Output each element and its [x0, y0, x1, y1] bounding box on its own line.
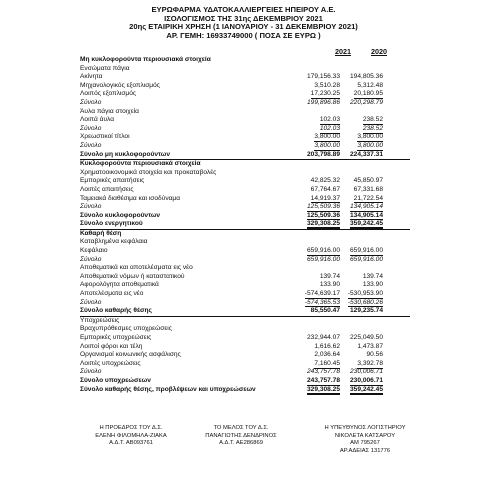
- table-row: [80, 73, 410, 82]
- row-value-2020: 220,298.79: [349, 98, 383, 106]
- row-value-2020: 224,337.31: [349, 150, 383, 158]
- row-value-2021: 243,757.78: [306, 368, 340, 376]
- row-value-2021: -574,365.53: [304, 298, 340, 306]
- row-value-2020: 3,800.00: [357, 141, 383, 149]
- row-value-2020: 129,235.74: [349, 307, 383, 315]
- row-label: Αποθεματικά νόμων ή καταστατικού: [80, 272, 185, 280]
- row-label: Καθαρή θέση: [80, 229, 122, 237]
- table-row: [80, 159, 410, 169]
- row-value-2021: 42,825.32: [310, 177, 340, 185]
- row-label: Σύνολο καθαρής θέσης, προβλέψεων και υποχρεώσεων: [80, 385, 256, 393]
- row-value-2020: 5,312.48: [357, 81, 383, 89]
- row-label: Μη κυκλοφορούντα περιουσιακά στοιχεία: [80, 56, 211, 63]
- row-value-2020: 359,242.45: [350, 386, 383, 395]
- column-year-2021: 2021: [335, 47, 351, 56]
- row-value-2021: -574,639.17: [304, 290, 340, 298]
- row-label: Σύνολο: [80, 368, 102, 376]
- row-label: Σύνολο καθαρής θέσης: [80, 307, 152, 315]
- row-value-2021: 125,509.36: [306, 203, 340, 211]
- table-row: [80, 334, 410, 343]
- signature-role: ΤΟ ΜΕΛΟΣ ΤΟΥ Δ.Σ.: [213, 425, 269, 431]
- table-row: [80, 256, 410, 265]
- row-label: Σύνολο: [80, 98, 102, 106]
- row-value-2021: 102.03: [319, 116, 340, 124]
- row-label: Μηχανολογικός εξοπλισμός: [80, 81, 160, 89]
- row-value-2021: 85,550.47: [310, 307, 340, 315]
- fiscal-period: 20ης ΕΤΑΙΡΙΚΗ ΧΡΗΣΗ (1 ΙΑΝΟΥΑΡΙΟΥ - 31 ΔΕΚΕΜΒΡΙΟΥ 2021): [129, 22, 358, 32]
- row-label: Σύνολο υποχρεώσεων: [80, 376, 151, 384]
- row-value-2020: 20,180.95: [353, 90, 383, 98]
- row-value-2020: 45,850.97: [353, 177, 383, 185]
- signature-block: [300, 425, 430, 455]
- table-row: [80, 281, 410, 290]
- row-label: Υποχρεώσεις: [80, 316, 120, 324]
- row-label: Αφορολόγητα αποθεματικά: [80, 281, 159, 289]
- row-value-2020: 21,722.54: [353, 194, 383, 202]
- signature-id1: ΑΜ 795267: [350, 440, 380, 447]
- row-value-2020: 3,800.00: [357, 133, 383, 141]
- table-row: [80, 360, 410, 369]
- registry-number: ΑΡ. ΓΕΜΗ: 16933749000 ( ΠΟΣΑ ΣΕ ΕΥΡΩ ): [166, 31, 321, 41]
- row-label: Ακίνητα: [80, 73, 103, 81]
- row-value-2020: 134,905.14: [349, 203, 383, 211]
- row-label: Σύνολο ενεργητικού: [80, 220, 143, 228]
- row-label: Οργανισμοί κοινωνικής ασφάλισης: [80, 351, 181, 359]
- row-value-2021: 3,800.00: [314, 141, 340, 149]
- row-value-2020: 194,805.36: [349, 73, 383, 81]
- row-label: Ενσώματα πάγια: [80, 64, 130, 72]
- row-value-2020: 238.52: [362, 116, 383, 124]
- table-row: [80, 177, 410, 186]
- table-row: [80, 212, 410, 221]
- table-row: [80, 325, 410, 334]
- row-label: Σύνολο: [80, 141, 102, 149]
- table-row: [80, 343, 410, 352]
- table-row: [80, 186, 410, 195]
- table-row: [80, 90, 410, 99]
- table-row: [80, 307, 410, 316]
- row-value-2020: -530,953.90: [347, 290, 383, 298]
- row-label: Σύνολο: [80, 255, 102, 263]
- row-value-2021: 3,510.28: [314, 81, 340, 89]
- table-row: [80, 142, 410, 151]
- table-row: [80, 351, 410, 360]
- table-row: [80, 368, 410, 377]
- row-value-2021: 125,509.36: [306, 211, 340, 219]
- row-value-2021: 329,308.25: [307, 386, 340, 395]
- signatures: [0, 425, 487, 475]
- signature-id1: Α.Δ.Τ. ΑΕ286869: [219, 440, 263, 447]
- row-label: Σύνολο: [80, 124, 102, 132]
- row-value-2021: 232,944.07: [306, 334, 340, 341]
- row-value-2020: 230,006.71: [349, 376, 383, 384]
- row-value-2021: 7,160.45: [314, 359, 340, 367]
- row-value-2021: 1,616.62: [314, 342, 340, 350]
- row-value-2021: 243,757.78: [306, 376, 340, 384]
- table-row: [80, 220, 410, 229]
- row-label: Ταμειακά διαθέσιμα και ισοδύναμα: [80, 194, 181, 202]
- row-label: Λοιπός εξοπλισμός: [80, 90, 137, 98]
- signature-block: [186, 425, 296, 448]
- signature-name: ΕΛΕΝΗ ΦΙΛΟΜΗΛΑ-ΖΙΑΚΑ: [95, 432, 167, 439]
- row-value-2020: 225,049.50: [349, 334, 383, 341]
- row-value-2021: 2,036.64: [314, 351, 340, 359]
- signature-id2: ΑΡ.ΑΔΕΙΑΣ 131776: [339, 447, 391, 454]
- row-label: Σύνολο: [80, 298, 102, 306]
- table-row: [80, 151, 410, 160]
- row-value-2021: 199,896.86: [306, 98, 340, 106]
- signature-name: ΝΙΚΟΛΕΤΑ ΚΑΤΣΑΡΟΥ: [334, 432, 396, 439]
- row-value-2021: 133.90: [319, 281, 340, 289]
- table-row: [80, 377, 410, 386]
- row-label: Χρηματοοικονομικά στοιχεία και προκαταβολές: [80, 168, 217, 176]
- row-value-2020: 238.52: [362, 124, 383, 132]
- row-value-2020: 134,905.14: [349, 211, 383, 219]
- company-name: ΕΥΡΩΦΑΡΜΑ ΥΔΑΤΟΚΑΛΛΙΕΡΓΕΙΕΣ ΗΠΕΙΡΟΥ Α.Ε.: [151, 5, 336, 14]
- column-year-2020: 2020: [371, 47, 387, 56]
- table-row: [80, 203, 410, 212]
- row-value-2021: 203,798.89: [306, 150, 340, 158]
- table-row: [80, 247, 410, 256]
- signature-id1: Α.Δ.Τ. ΑΒ093761: [109, 440, 153, 447]
- document-title: ΙΣΟΛΟΓΙΣΜΟΣ ΤΗΣ 31ης ΔΕΚΕΜΒΡΙΟΥ 2021: [164, 13, 323, 23]
- row-label: Άυλα πάγια στοιχεία: [80, 107, 139, 115]
- row-label: Κεφάλαιο: [80, 247, 108, 255]
- row-label: Λοιποί φόροι και τέλη: [80, 342, 143, 350]
- row-value-2021: 67,764.67: [310, 185, 340, 193]
- signature-name: ΠΑΝΑΓΙΩΤΗΣ ΔΕΝΔΡΙΝΟΣ: [205, 432, 277, 439]
- row-label: Σύνολο κυκλοφορούντων: [80, 211, 161, 219]
- table-row: [80, 386, 410, 395]
- table-row: [80, 65, 410, 74]
- row-value-2020: -530,680.26: [347, 298, 383, 306]
- table-row: [80, 99, 410, 108]
- table-row: [80, 299, 410, 308]
- row-label: Χρεωστικοί τίτλοι: [80, 133, 130, 141]
- row-label: Λοιπές υποχρεώσεις: [80, 359, 141, 367]
- table-row: [80, 264, 410, 273]
- signature-block: [76, 425, 186, 448]
- row-value-2021: 179,156.33: [306, 73, 340, 81]
- row-value-2020: 133.90: [362, 281, 383, 289]
- row-label: Βραχυπρόθεσμες υποχρεώσεις: [80, 325, 172, 333]
- table-row: [80, 238, 410, 247]
- row-value-2020: 1,473.87: [357, 342, 383, 350]
- balance-sheet-rows: [80, 56, 410, 394]
- row-value-2021: 659,916.00: [306, 247, 340, 255]
- row-label: Αποτελέσματα εις νέο: [80, 290, 144, 298]
- row-label: Καταβλημένα κεφάλαια: [80, 238, 148, 246]
- table-row: [80, 116, 410, 125]
- signature-role: Η ΠΡΟΕΔΡΟΣ ΤΟΥ Δ.Σ.: [99, 425, 163, 431]
- table-row: [80, 316, 410, 326]
- row-value-2021: 329,308.25: [307, 220, 340, 229]
- row-value-2020: 139.74: [362, 272, 383, 280]
- row-value-2021: 14,919.37: [310, 194, 340, 202]
- row-value-2021: 139.74: [319, 272, 340, 280]
- table-row: [80, 195, 410, 204]
- row-value-2020: 67,331.68: [353, 185, 383, 193]
- row-value-2020: 659,916.00: [349, 255, 383, 263]
- row-label: Λοιπά άυλα: [80, 116, 115, 124]
- row-value-2021: 17,230.25: [310, 90, 340, 98]
- row-value-2021: 659,916.00: [306, 255, 340, 263]
- row-label: Αποθεματικά και αποτελέσματα εις νέο: [80, 264, 193, 272]
- row-label: Σύνολο: [80, 203, 102, 211]
- table-row: [80, 133, 410, 142]
- table-row: [80, 108, 410, 117]
- row-value-2020: 659,916.00: [349, 247, 383, 255]
- row-value-2020: 230,006.71: [349, 368, 383, 376]
- row-label: Εμπορικές απαιτήσεις: [80, 177, 145, 185]
- row-value-2020: 359,242.45: [350, 220, 383, 229]
- table-row: [80, 290, 410, 299]
- row-value-2020: 90.56: [366, 351, 383, 359]
- table-row: [80, 56, 410, 65]
- row-value-2020: 3,392.78: [357, 359, 383, 367]
- row-label: Σύνολο μη κυκλοφορούντων: [80, 150, 170, 158]
- row-label: Λοιπές απαιτήσεις: [80, 185, 134, 193]
- row-value-2021: 102.03: [319, 124, 340, 132]
- row-label: Εμπορικές υποχρεώσεις: [80, 334, 152, 341]
- signature-role: Η ΥΠΕΥΘΥΝΟΣ ΛΟΓΙΣΤΗΡΙΟΥ: [324, 425, 406, 431]
- row-label: Κυκλοφορούντα περιουσιακά στοιχεία: [80, 160, 201, 168]
- document-header: [0, 6, 487, 41]
- row-value-2021: 3,800.00: [314, 133, 340, 141]
